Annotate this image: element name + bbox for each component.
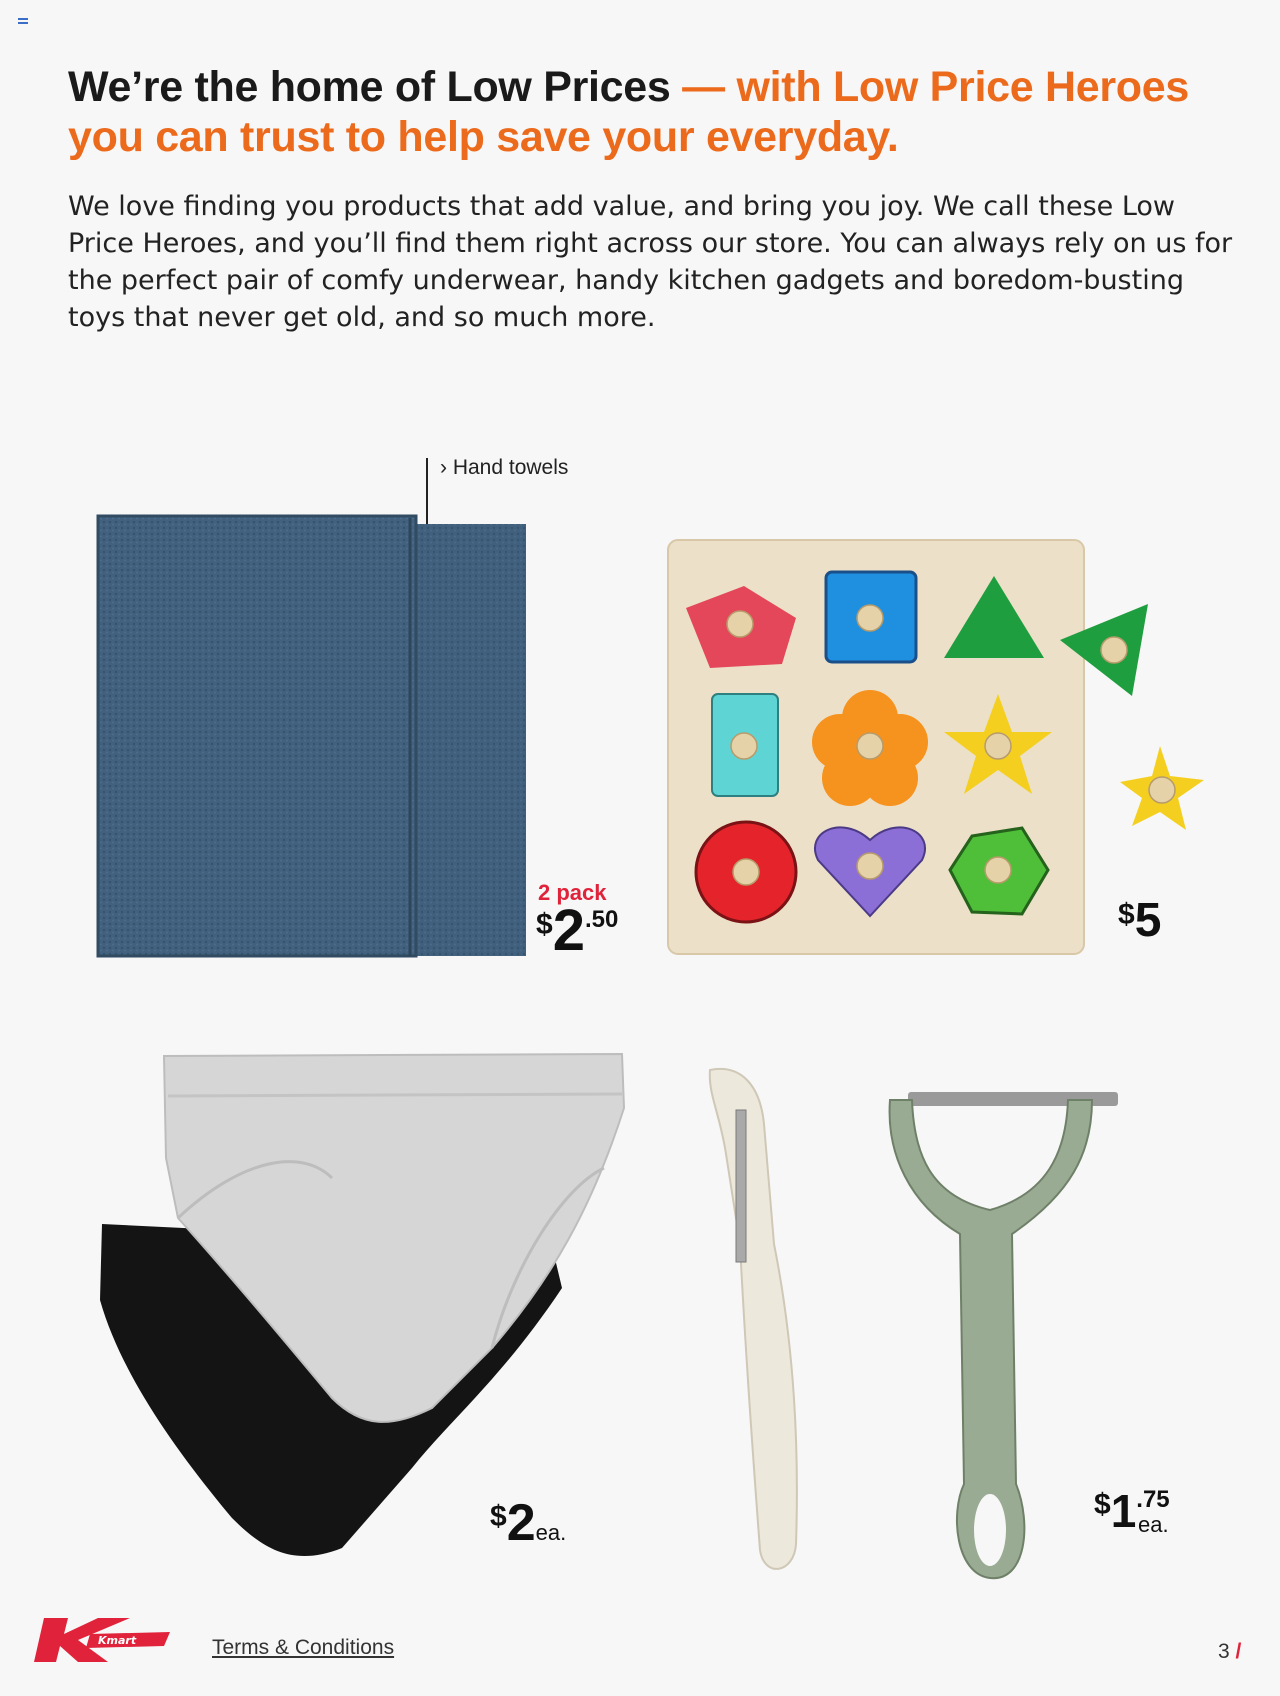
underwear-price-whole: 2 bbox=[506, 1494, 536, 1552]
peeler-price-whole: 1 bbox=[1110, 1485, 1137, 1537]
underwear-price-each: ea. bbox=[535, 1520, 567, 1545]
peeler-price-currency: $ bbox=[1094, 1488, 1111, 1521]
headline-dark: We’re the home of Low Prices bbox=[68, 63, 671, 111]
hand-towels-image bbox=[96, 514, 536, 958]
towel-price-whole: 2 bbox=[552, 898, 585, 963]
peeler-price-cents: .75 bbox=[1136, 1486, 1170, 1513]
terms-link[interactable]: Terms & Conditions bbox=[212, 1636, 395, 1659]
towel-price bbox=[536, 898, 619, 963]
towel-callout: › Hand towels bbox=[440, 456, 569, 479]
towel-price-cents: .50 bbox=[584, 906, 619, 933]
kmart-logo-text: Kmart bbox=[98, 1634, 137, 1647]
peeler-green bbox=[890, 1092, 1118, 1578]
peeler-white bbox=[710, 1069, 797, 1569]
intro-text: We love finding you products that add value, and bring you joy. We call these Low Price Heroes, and you’ll find them right across our store. You can always rely on us for the perfect pair of comfy underwear, handy kitchen gadgets and boredom-busting toys that never get old, and so much more. bbox=[68, 191, 1233, 333]
underwear-price-currency: $ bbox=[490, 1500, 507, 1533]
peeler-price-each: ea. bbox=[1138, 1512, 1169, 1537]
peeler-price bbox=[1094, 1482, 1170, 1540]
menu-icon[interactable] bbox=[18, 18, 28, 26]
towel-pack-label: 2 pack bbox=[538, 880, 607, 905]
page-number-value: 3 bbox=[1218, 1640, 1230, 1663]
headline-orange: — with Low Price Heroes you can trust to help save your everyday. bbox=[68, 63, 1190, 161]
towel-price-currency: $ bbox=[536, 908, 553, 941]
page-slash: / bbox=[1235, 1640, 1242, 1663]
headline bbox=[68, 62, 1248, 162]
peelers-image bbox=[700, 1064, 1160, 1584]
page-number bbox=[1218, 1640, 1241, 1664]
puzzle-price bbox=[1118, 892, 1161, 950]
puzzle-price-currency: $ bbox=[1118, 898, 1135, 931]
underwear-price bbox=[490, 1494, 566, 1552]
puzzle-price-whole: 5 bbox=[1134, 894, 1162, 947]
kmart-logo[interactable] bbox=[34, 1616, 174, 1664]
